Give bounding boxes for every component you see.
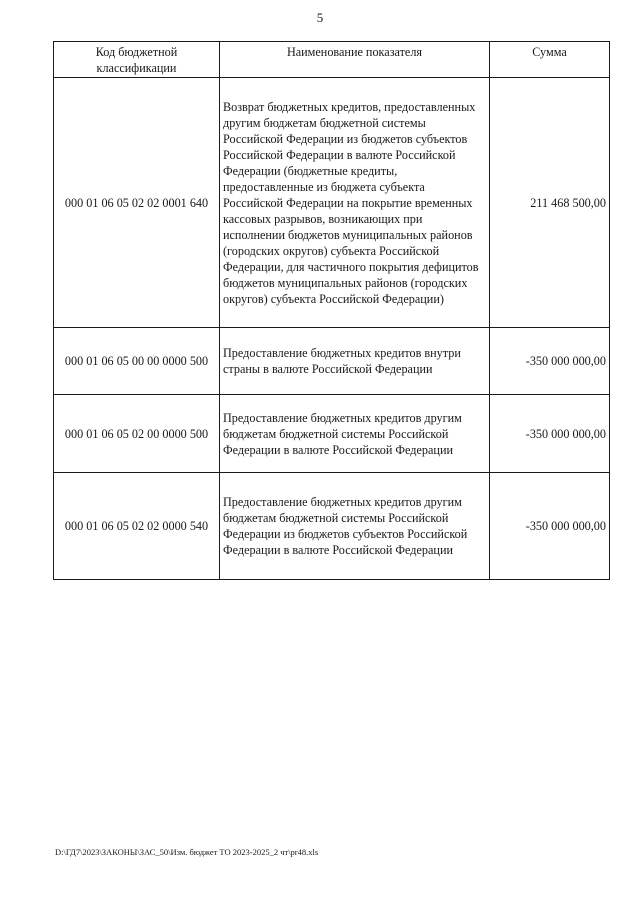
header-amount: Сумма: [490, 42, 610, 78]
indicator-name-cell: Предоставление бюджетных кредитов внутри страны в валюте Российской Федерации: [220, 328, 490, 395]
page-number: 5: [316, 10, 324, 25]
budget-code-cell: 000 01 06 05 00 00 0000 500: [54, 328, 220, 395]
amount-cell: -350 000 000,00: [490, 395, 610, 473]
table-row: [54, 473, 610, 580]
budget-code-cell: 000 01 06 05 02 00 0000 500: [54, 395, 220, 473]
header-code: Код бюджетной классификации: [54, 42, 220, 78]
indicator-name-cell: Возврат бюджетных кредитов, предоставленных другим бюджетам бюджетной системы Российской Федерации из бюджетов субъектов Российской Федерации в валюте Российской Федерации (бюджетные кредиты, предоставленные из бюджета субъекта Российской Федерации на покрытие временных кассовых разрывов, возникающих при исполнении бюджетов муниципальных районов (городских округов) субъекта Российской Федерации, для частичного покрытия дефицитов бюджетов муниципальных районов (городских округов) субъекта Российской Федерации): [220, 78, 490, 328]
table-row: [54, 78, 610, 328]
amount-cell: -350 000 000,00: [490, 473, 610, 580]
table-header-row: [54, 42, 610, 78]
amount-cell: -350 000 000,00: [490, 328, 610, 395]
indicator-name-cell: Предоставление бюджетных кредитов другим бюджетам бюджетной системы Российской Федерации из бюджетов субъектов Российской Федерации в валюте Российской Федерации: [220, 473, 490, 580]
budget-code-cell: 000 01 06 05 02 02 0001 640: [54, 78, 220, 328]
budget-code-cell: 000 01 06 05 02 02 0000 540: [54, 473, 220, 580]
header-name: Наименование показателя: [220, 42, 490, 78]
file-path-footer: D:\ГД7\2023\ЗАКОНЫ\ЗАС_50\Изм. бюджет ТО 2023-2025_2 чт\pr48.xls: [55, 847, 319, 857]
table-row: [54, 395, 610, 473]
table-row: [54, 328, 610, 395]
budget-sources-table: [53, 41, 610, 580]
indicator-name-cell: Предоставление бюджетных кредитов другим бюджетам бюджетной системы Российской Федерации в валюте Российской Федерации: [220, 395, 490, 473]
amount-cell: 211 468 500,00: [490, 78, 610, 328]
